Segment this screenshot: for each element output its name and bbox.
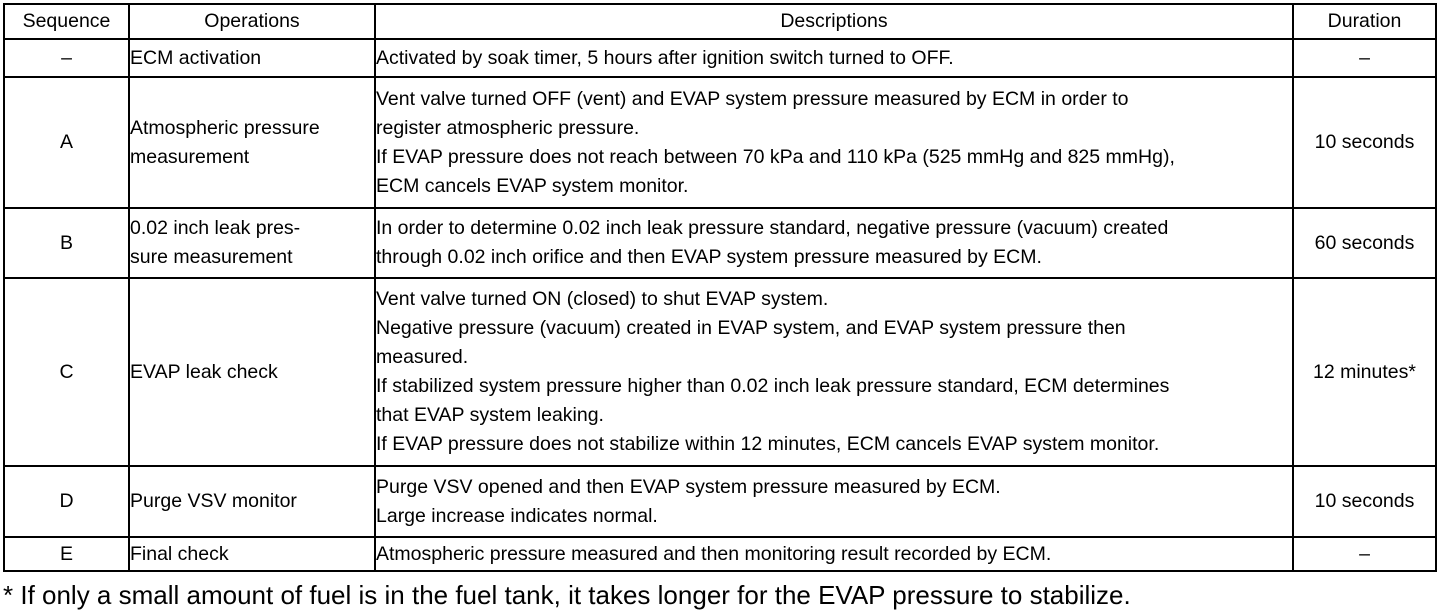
description-cell <box>375 466 1293 537</box>
description-line: Purge VSV opened and then EVAP system pressure measured by ECM. <box>376 475 1001 498</box>
table-row <box>4 466 1436 537</box>
operation-line: Final check <box>130 542 229 565</box>
sequence-cell: A <box>4 77 129 208</box>
operation-cell <box>129 208 375 278</box>
description-line: ECM cancels EVAP system monitor. <box>376 174 689 197</box>
description-line: Atmospheric pressure measured and then monitoring result recorded by ECM. <box>376 542 1052 565</box>
header-operations: Operations <box>129 4 375 39</box>
operation-line: Purge VSV monitor <box>130 490 297 512</box>
operation-line: ECM activation <box>130 46 262 69</box>
sequence-cell: B <box>4 208 129 278</box>
description-cell <box>375 537 1293 571</box>
description-cell <box>375 278 1293 466</box>
duration-cell: – <box>1293 39 1436 77</box>
table-row <box>4 537 1436 571</box>
operation-cell <box>129 39 375 77</box>
description-line: through 0.02 inch orifice and then EVAP system pressure measured by ECM. <box>376 246 1042 268</box>
sequence-cell: D <box>4 466 129 537</box>
operation-line: EVAP leak check <box>130 360 278 383</box>
header-sequence: Sequence <box>4 4 129 39</box>
description-line: If stabilized system pressure higher than 0.02 inch leak pressure standard, ECM determines <box>376 375 1170 397</box>
description-line: register atmospheric pressure. <box>376 116 640 139</box>
operation-line: Atmospheric pressure <box>130 116 320 139</box>
operation-cell <box>129 466 375 537</box>
table-row <box>4 208 1436 278</box>
description-cell <box>375 77 1293 208</box>
description-cell <box>375 208 1293 278</box>
description-line: Activated by soak timer, 5 hours after ignition switch turned to OFF. <box>376 46 954 69</box>
description-line: Vent valve turned ON (closed) to shut EVAP system. <box>376 288 829 310</box>
header-descriptions: Descriptions <box>375 4 1293 39</box>
description-line: Vent valve turned OFF (vent) and EVAP system pressure measured by ECM in order to <box>376 87 1129 110</box>
table-row <box>4 77 1436 208</box>
operation-line: measurement <box>130 145 250 168</box>
operation-line: 0.02 inch leak pres- <box>130 217 301 239</box>
operation-cell <box>129 278 375 466</box>
duration-cell: 60 seconds <box>1293 208 1436 278</box>
description-line: If EVAP pressure does not stabilize within 12 minutes, ECM cancels EVAP system monitor. <box>376 433 1160 455</box>
description-cell <box>375 39 1293 77</box>
table-row <box>4 39 1436 77</box>
table-header-row <box>4 4 1436 39</box>
sequence-cell: C <box>4 278 129 466</box>
description-line: that EVAP system leaking. <box>376 404 604 426</box>
sequence-cell: E <box>4 537 129 571</box>
operation-cell <box>129 537 375 571</box>
sequence-cell: – <box>4 39 129 77</box>
evap-monitor-table <box>3 3 1437 572</box>
table-footnote: * If only a small amount of fuel is in the fuel tank, it takes longer for the EVAP pressure to stabilize. <box>3 580 1131 610</box>
operation-line: sure measurement <box>130 246 293 268</box>
table-row <box>4 278 1436 466</box>
operation-cell <box>129 77 375 208</box>
description-line: Negative pressure (vacuum) created in EVAP system, and EVAP system pressure then <box>376 317 1126 339</box>
description-line: If EVAP pressure does not reach between 70 kPa and 110 kPa (525 mmHg and 825 mmHg), <box>376 145 1175 168</box>
duration-cell: 10 seconds <box>1293 77 1436 208</box>
duration-cell: 10 seconds <box>1293 466 1436 537</box>
description-line: measured. <box>376 346 469 368</box>
duration-cell: 12 minutes* <box>1293 278 1436 466</box>
header-duration: Duration <box>1293 4 1436 39</box>
duration-cell: – <box>1293 537 1436 571</box>
description-line: Large increase indicates normal. <box>376 504 658 527</box>
description-line: In order to determine 0.02 inch leak pressure standard, negative pressure (vacuum) created <box>376 217 1169 239</box>
